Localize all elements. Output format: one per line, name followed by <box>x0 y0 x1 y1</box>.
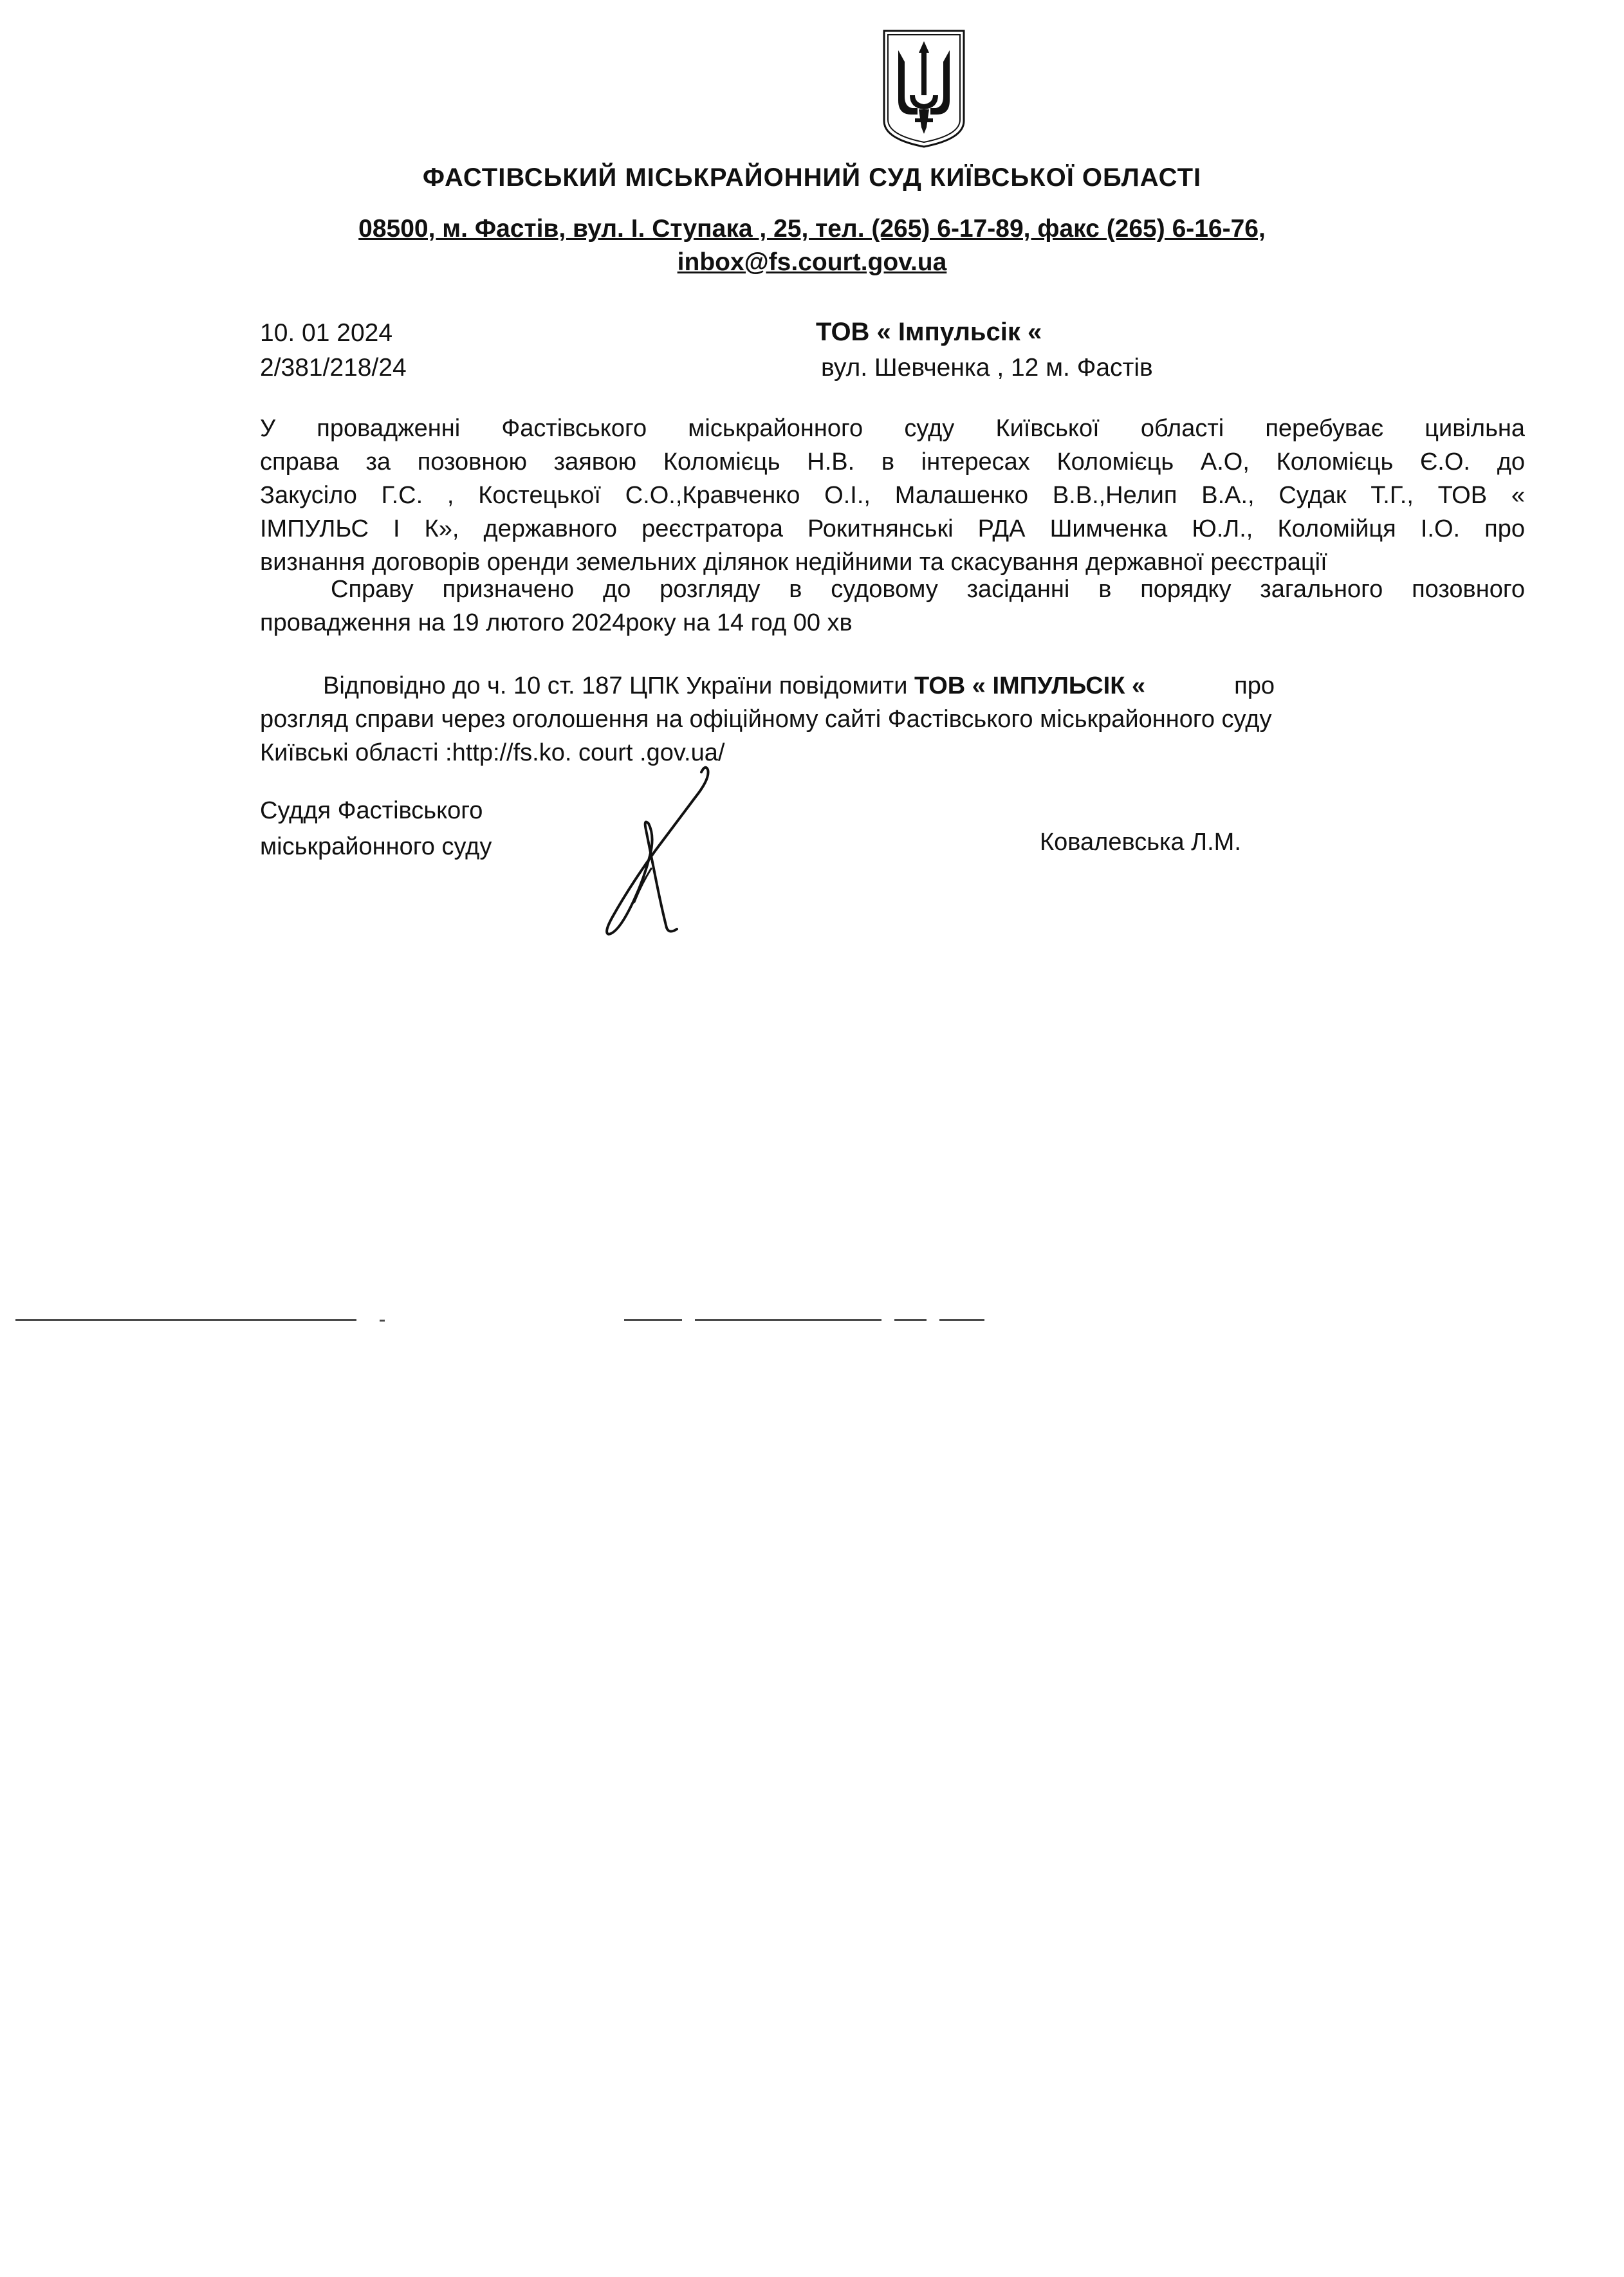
paragraph-notification <box>260 669 1525 770</box>
judge-title <box>260 793 492 865</box>
body-line: розгляд справи через оголошення на офіційному сайті Фастівського міськрайонного суду <box>260 706 1272 733</box>
paragraph-case-description <box>260 412 1525 579</box>
scan-line <box>624 1319 682 1321</box>
body-line: Справу призначено до розгляду в судовому засіданні в порядку загального позовного <box>331 576 1525 603</box>
document-date: 10. 01 2024 <box>260 319 393 347</box>
court-website-text: Київські області :http://fs.ko. court .gov.ua/ <box>260 739 725 766</box>
judge-name: Ковалевська Л.М. <box>1040 829 1241 856</box>
body-line: провадження на 19 лютого 2024року на 14 год 00 хв <box>260 609 853 636</box>
notification-text-suffix: про <box>1234 672 1275 699</box>
judge-title-line2: міськрайонного суду <box>260 833 492 860</box>
body-line: У провадженні Фастівського міськрайонного суду Київської області перебуває цивільна <box>260 415 1525 442</box>
judge-title-line1: Суддя Фастівського <box>260 797 483 824</box>
scan-line <box>939 1319 984 1321</box>
body-line: Закусіло Г.С. , Костецької С.О.,Кравченко О.І., Малашенко В.В.,Нелип В.А., Судак Т.Г., ТОВ « <box>260 482 1525 509</box>
court-name: ФАСТІВСЬКИЙ МІСЬКРАЙОННИЙ СУД КИЇВСЬКОЇ ОБЛАСТІ <box>422 163 1202 192</box>
scan-line <box>894 1319 927 1321</box>
recipient-name: ТОВ « Імпульсік « <box>816 318 1042 346</box>
notification-text: Відповідно до ч. 10 ст. 187 ЦПК України повідомити <box>323 672 914 699</box>
notification-recipient: ТОВ « ІМПУЛЬСІК « <box>914 672 1146 699</box>
paragraph-hearing-date <box>260 573 1525 640</box>
scan-line <box>380 1320 385 1322</box>
recipient-address: вул. Шевченка , 12 м. Фастів <box>821 354 1153 382</box>
body-line: справа за позовною заявою Коломієць Н.В. в інтересах Коломієць А.О, Коломієць Є.О. до <box>260 448 1525 475</box>
body-line: ІМПУЛЬС І К», державного реєстратора Рокитнянські РДА Шимченка Ю.Л., Коломійця І.О. про <box>260 515 1525 542</box>
body-line: визнання договорів оренди земельних ділянок недійними та скасування державної реєстрації <box>260 549 1327 576</box>
handwritten-signature <box>579 759 734 939</box>
coat-of-arms-icon <box>879 24 969 151</box>
scan-line <box>15 1319 356 1321</box>
court-email: inbox@fs.court.gov.ua <box>677 248 947 276</box>
court-address-line1: 08500, м. Фастів, вул. І. Ступака , 25, тел. (265) 6-17-89, факс (265) 6-16-76, <box>358 215 1266 243</box>
court-address <box>0 212 1624 279</box>
scan-line <box>695 1319 881 1321</box>
outgoing-number: 2/381/218/24 <box>260 354 407 382</box>
body-line <box>260 669 1525 703</box>
